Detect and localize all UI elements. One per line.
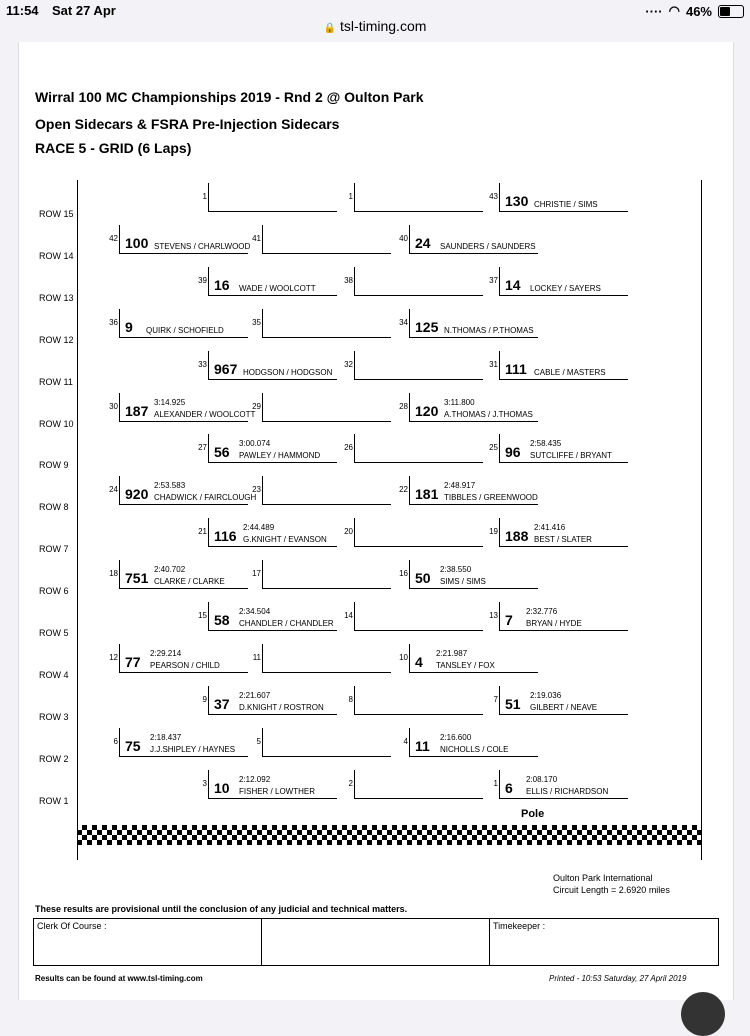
lock-icon: 🔒 — [323, 23, 337, 34]
race-number: 751 — [125, 570, 149, 587]
race-number: 58 — [214, 612, 230, 628]
race-title: RACE 5 - GRID (6 Laps) — [35, 140, 192, 156]
rider-names: BRYAN / HYDE — [526, 619, 582, 628]
race-number: 188 — [505, 528, 529, 545]
status-right — [645, 3, 744, 19]
qualifying-time: 2:21.607 — [239, 690, 271, 700]
race-number: 4 — [415, 653, 423, 670]
logo-badge — [681, 992, 725, 1036]
grid-slot — [198, 602, 337, 631]
qualifying-time: 3:14.925 — [154, 397, 186, 407]
event-title: Wirral 100 MC Championships 2019 - Rnd 2 @ Oulton Park — [35, 89, 424, 105]
grid-position: 24 — [109, 485, 118, 495]
race-number: 920 — [125, 486, 149, 503]
race-number: 120 — [415, 402, 439, 419]
rider-names: SAUNDERS / SAUNDERS — [440, 241, 536, 251]
rider-names: CHRISTIE / SIMS — [534, 200, 598, 209]
grid-position: 25 — [489, 443, 498, 453]
race-number: 116 — [214, 528, 237, 545]
grid-slot — [344, 351, 483, 380]
grid-slot — [202, 183, 337, 212]
grid-slot — [348, 183, 483, 212]
race-number: 7 — [505, 612, 513, 628]
grid-slot — [399, 644, 538, 673]
row-label: ROW 10 — [39, 418, 74, 429]
race-number: 11 — [415, 737, 430, 754]
rider-names: PAWLEY / HAMMOND — [239, 451, 321, 461]
class-title: Open Sidecars & FSRA Pre-Injection Sidecars — [35, 116, 340, 132]
provisional-note: These results are provisional until the conclusion of any judicial and technical matters. — [35, 904, 408, 914]
grid-position: 1 — [202, 192, 207, 201]
grid-position: 41 — [252, 233, 261, 243]
qualifying-time: 2:48.917 — [444, 481, 476, 491]
race-number: 125 — [415, 318, 439, 335]
rider-names: HODGSON / HODGSON — [243, 367, 333, 377]
printed-time: Printed - 10:53 Saturday, 27 April 2019 — [549, 974, 687, 983]
grid-slot — [489, 267, 628, 296]
grid-position: 21 — [198, 527, 207, 537]
rider-names: FISHER / LOWTHER — [239, 786, 316, 796]
grid-slot — [252, 560, 391, 589]
grid-position: 7 — [493, 694, 498, 704]
rider-names: QUIRK / SCHOFIELD — [146, 325, 224, 335]
rider-names: CLARKE / CLARKE — [154, 577, 225, 587]
status-date: Sat 27 Apr — [52, 3, 116, 18]
wifi-icon: ◠ — [668, 3, 680, 18]
race-number: 9 — [125, 318, 133, 335]
rider-names: G.KNIGHT / EVANSON — [243, 535, 327, 545]
grid-position: 18 — [109, 569, 118, 579]
circuit-name: Oulton Park International — [553, 873, 653, 883]
grid-position: 29 — [252, 401, 261, 411]
grid-position: 35 — [252, 317, 261, 327]
grid-slot — [109, 644, 248, 673]
row-label: ROW 8 — [39, 502, 69, 513]
grid-position: 2 — [348, 778, 353, 788]
grid-slot — [109, 225, 251, 254]
grid-position: 39 — [198, 275, 207, 285]
grid-slot — [489, 183, 628, 212]
grid-position: 11 — [252, 652, 261, 662]
grid-slot — [202, 770, 337, 799]
timekeeper-label: Timekeeper : — [493, 921, 546, 931]
middle-field — [262, 919, 490, 965]
grid-position: 38 — [344, 275, 353, 285]
rider-names: ALEXANDER / WOOLCOTT — [154, 409, 256, 419]
row-label: ROW 7 — [39, 544, 69, 555]
grid-position: 15 — [198, 611, 207, 620]
qualifying-time: 2:38.550 — [440, 565, 472, 575]
grid-position: 27 — [198, 443, 207, 453]
grid-position: 1 — [493, 778, 498, 788]
grid-slot — [252, 225, 391, 254]
grid-position: 32 — [344, 359, 353, 369]
grid-position: 34 — [399, 317, 408, 327]
grid-slot — [202, 686, 337, 715]
qualifying-time: 2:58.435 — [530, 439, 562, 449]
grid-slot — [113, 728, 248, 757]
circuit-length: Circuit Length = 2.6920 miles — [553, 885, 670, 895]
race-number: 6 — [505, 779, 513, 796]
grid-slot — [493, 686, 628, 715]
race-number: 75 — [125, 737, 141, 754]
grid-slot — [109, 393, 256, 422]
race-number: 16 — [214, 276, 230, 293]
clerk-field — [34, 919, 262, 965]
grid-position: 22 — [399, 485, 408, 495]
chequered-line — [77, 825, 702, 845]
results-link[interactable]: Results can be found at www.tsl-timing.com — [35, 974, 203, 983]
grid-position: 16 — [399, 569, 408, 579]
rider-names: J.J.SHIPLEY / HAYNES — [150, 744, 236, 754]
row-label: ROW 2 — [39, 753, 69, 764]
rider-names: CABLE / MASTERS — [534, 367, 606, 377]
qualifying-time: 2:19.036 — [530, 690, 562, 700]
grid-slot — [348, 770, 483, 799]
rider-names: LOCKEY / SAYERS — [530, 283, 601, 293]
qualifying-time: 2:18.437 — [150, 732, 182, 742]
rider-names: SUTCLIFFE / BRYANT — [530, 451, 612, 461]
rider-names: BEST / SLATER — [534, 535, 592, 545]
row-label: ROW 15 — [39, 209, 74, 219]
grid-position: 10 — [399, 652, 408, 662]
grid-position: 40 — [399, 233, 408, 243]
qualifying-time: 2:21.987 — [436, 648, 468, 658]
race-number: 10 — [214, 779, 230, 796]
row-label: ROW 12 — [39, 334, 74, 345]
rider-names: PEARSON / CHILD — [150, 660, 220, 670]
battery-icon — [718, 5, 744, 18]
row-label: ROW 3 — [39, 711, 69, 722]
grid-position: 42 — [109, 233, 118, 243]
battery-percent: 46% — [685, 3, 712, 19]
grid-position: 36 — [109, 317, 118, 327]
grid-slot — [399, 309, 538, 338]
grid-position: 5 — [256, 736, 261, 746]
qualifying-time: 2:08.170 — [526, 774, 558, 784]
grid-right-line — [701, 180, 702, 860]
qualifying-time: 2:40.702 — [154, 565, 186, 575]
grid-position: 14 — [344, 611, 353, 620]
grid-slot — [344, 434, 483, 463]
race-number: 24 — [415, 234, 431, 251]
rider-names: NICHOLLS / COLE — [440, 744, 509, 754]
qualifying-time: 3:11.800 — [444, 397, 475, 407]
grid-slot — [489, 434, 628, 463]
grid-slot — [489, 351, 628, 380]
race-number: 96 — [505, 444, 521, 461]
grid-position: 8 — [348, 694, 353, 704]
rider-names: D.KNIGHT / ROSTRON — [239, 702, 324, 712]
grid-position: 19 — [489, 527, 498, 537]
qualifying-time: 2:44.489 — [243, 523, 275, 533]
grid-slot — [198, 434, 337, 463]
grid-position: 1 — [348, 192, 353, 201]
race-number: 56 — [214, 444, 230, 461]
grid-slot — [399, 393, 538, 422]
grid-position: 30 — [109, 401, 118, 411]
row-label: ROW 13 — [39, 292, 74, 303]
rider-names: TANSLEY / FOX — [436, 660, 495, 670]
qualifying-time: 2:16.600 — [440, 732, 472, 742]
grid-slot — [348, 686, 483, 715]
row-label: ROW 4 — [39, 669, 69, 680]
grid-slot — [109, 309, 248, 338]
grid-position: 31 — [489, 359, 498, 369]
grid-slot — [252, 476, 391, 505]
grid-slot — [489, 602, 628, 631]
race-number: 967 — [214, 360, 238, 377]
rider-names: STEVENS / CHARLWOOD — [154, 241, 251, 251]
grid-position: 9 — [202, 694, 207, 704]
qualifying-time: 2:29.214 — [150, 648, 182, 658]
race-number: 14 — [505, 276, 521, 293]
grid-position: 6 — [113, 736, 118, 746]
grid-slot — [399, 476, 538, 505]
address-bar[interactable] — [0, 18, 750, 40]
rider-names: GILBERT / NEAVE — [530, 702, 598, 712]
grid-document — [18, 42, 734, 1000]
grid-slot — [489, 518, 628, 547]
race-number: 130 — [505, 193, 529, 209]
grid-position: 23 — [252, 485, 261, 495]
rider-names: TIBBLES / GREENWOOD — [444, 493, 538, 503]
row-label: ROW 1 — [39, 795, 69, 806]
grid-slot — [344, 518, 483, 547]
row-label: ROW 11 — [39, 376, 73, 387]
grid-slot — [399, 225, 538, 254]
race-number: 37 — [214, 695, 230, 712]
grid-position: 26 — [344, 443, 353, 453]
grid-slot — [344, 267, 483, 296]
qualifying-time: 3:00.074 — [239, 439, 271, 449]
grid-position: 20 — [344, 527, 353, 537]
row-label: ROW 5 — [39, 628, 69, 638]
row-label: ROW 14 — [39, 250, 74, 261]
grid-slot — [493, 770, 628, 799]
url-text[interactable]: tsl-timing.com — [340, 18, 427, 34]
grid-position: 28 — [399, 401, 408, 411]
race-number: 50 — [415, 570, 431, 587]
race-number: 100 — [125, 234, 149, 251]
signature-box — [33, 918, 719, 966]
qualifying-time: 2:12.092 — [239, 774, 271, 784]
race-number: 111 — [505, 360, 527, 377]
grid-position: 33 — [198, 359, 207, 369]
grid-slot — [252, 309, 391, 338]
rider-names: A.THOMAS / J.THOMAS — [444, 409, 533, 419]
grid-position: 13 — [489, 611, 498, 620]
pole-label: Pole — [521, 808, 545, 820]
race-number: 77 — [125, 653, 141, 670]
grid-slot — [256, 728, 391, 757]
clerk-label: Clerk Of Course : — [37, 921, 107, 931]
row-label: ROW 6 — [39, 586, 69, 597]
qualifying-time: 2:32.776 — [526, 607, 558, 616]
rider-names: CHADWICK / FAIRCLOUGH — [154, 493, 257, 503]
rider-names: SIMS / SIMS — [440, 577, 486, 587]
rider-names: N.THOMAS / P.THOMAS — [444, 325, 534, 335]
grid-slot — [198, 351, 337, 380]
grid-position: 3 — [202, 778, 207, 788]
race-number: 187 — [125, 402, 149, 419]
grid-position: 4 — [403, 736, 408, 746]
grid-position: 37 — [489, 275, 498, 285]
signal-icon: ···· — [645, 3, 663, 19]
rider-names: CHANDLER / CHANDLER — [239, 619, 334, 628]
race-number: 181 — [415, 486, 439, 503]
qualifying-time: 2:53.583 — [154, 481, 186, 491]
qualifying-time: 2:34.504 — [239, 607, 271, 616]
rider-names: ELLIS / RICHARDSON — [526, 786, 609, 796]
grid-slot — [198, 267, 337, 296]
qualifying-time: 2:41.416 — [534, 523, 566, 533]
grid-slot — [399, 560, 538, 589]
grid-slot — [344, 602, 483, 631]
row-label: ROW 9 — [39, 460, 69, 471]
grid-slot — [252, 393, 391, 422]
grid-slot — [198, 518, 337, 547]
grid-position: 17 — [252, 569, 261, 579]
grid-position: 12 — [109, 652, 118, 662]
grid-slot — [403, 728, 538, 757]
timekeeper-field — [490, 919, 718, 965]
grid-slot — [109, 560, 248, 589]
grid-position: 43 — [489, 192, 498, 201]
status-time: 11:54 — [6, 3, 39, 18]
race-number: 51 — [505, 695, 521, 712]
grid-slot — [252, 644, 391, 673]
rider-names: WADE / WOOLCOTT — [239, 283, 316, 293]
